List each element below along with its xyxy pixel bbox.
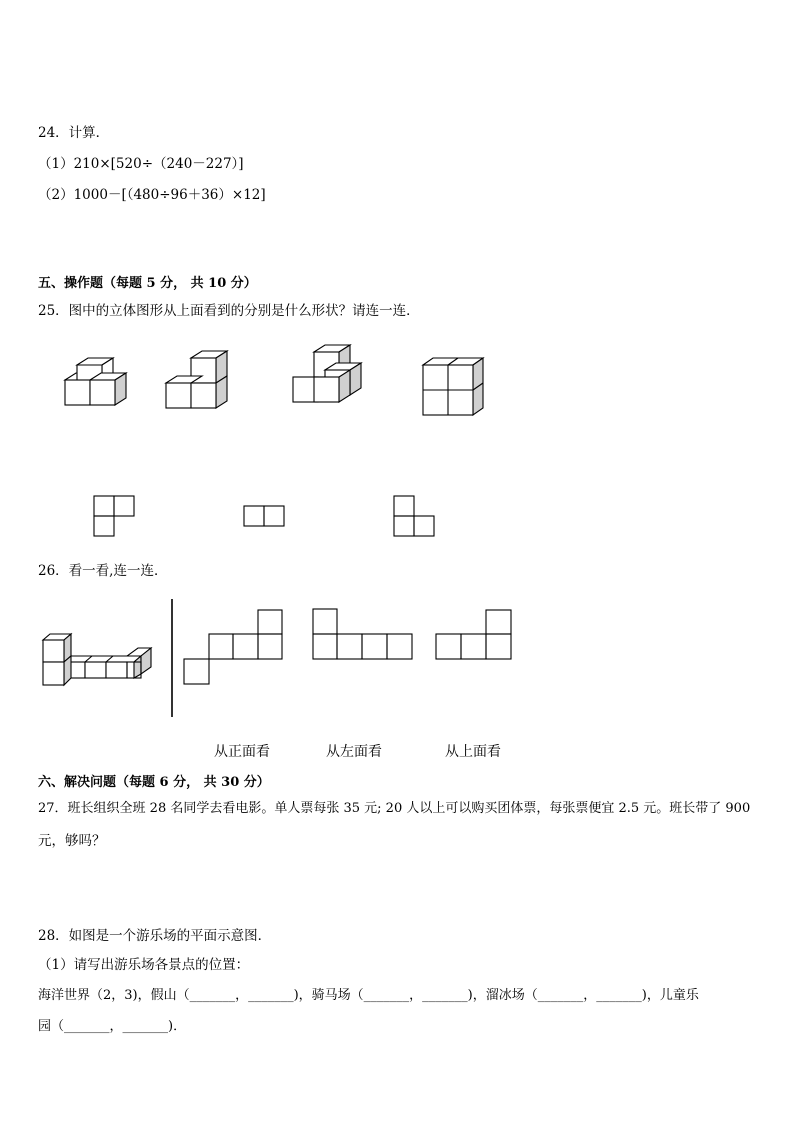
q24-part1: （1）210×[520÷（240－227）] bbox=[38, 156, 244, 172]
caption-top-view: 从上面看 bbox=[445, 744, 501, 760]
q26-figures bbox=[40, 597, 520, 722]
q25-solids bbox=[60, 340, 500, 425]
caption-left-view: 从左面看 bbox=[326, 744, 382, 760]
q25-title: 25．图中的立体图形从上面看到的分别是什么形状？请连一连． bbox=[38, 303, 420, 319]
view-1 bbox=[184, 610, 282, 684]
solid-b bbox=[166, 351, 227, 408]
q27-line2: 元，够吗？ bbox=[38, 833, 106, 849]
q26-title: 26．看一看,连一连． bbox=[38, 563, 168, 579]
q28-line2: 园（_______，_______)． bbox=[38, 1019, 187, 1034]
q28-line1: 海洋世界（2，3)，假山（_______，_______)，骑马场（_______，_______)，溜冰场（_______，_______)，儿童乐 bbox=[38, 988, 699, 1003]
q25-top-views bbox=[90, 495, 440, 540]
top-view-c bbox=[394, 496, 434, 536]
q27-line1: 27．班长组织全班 28 名同学去看电影。单人票每张 35 元; 20 人以上可以购买团体票，每张票便宜 2.5 元。班长带了 900 bbox=[38, 801, 751, 816]
top-view-a bbox=[94, 496, 134, 536]
caption-front-view: 从正面看 bbox=[214, 744, 270, 760]
top-view-b bbox=[244, 506, 284, 526]
q24-title: 24．计算． bbox=[38, 125, 110, 141]
view-3 bbox=[436, 610, 511, 659]
q28-subquestion-1: （1）请写出游乐场各景点的位置： bbox=[38, 957, 250, 973]
q28-title: 28．如图是一个游乐场的平面示意图． bbox=[38, 928, 272, 944]
section6-heading: 六、解决问题（每题 6 分， 共 30 分） bbox=[38, 775, 270, 790]
q26-solid bbox=[43, 634, 151, 685]
solid-c bbox=[293, 345, 361, 402]
solid-a bbox=[65, 358, 126, 405]
view-2 bbox=[313, 609, 412, 659]
section5-heading: 五、操作题（每题 5 分， 共 10 分） bbox=[38, 276, 257, 291]
q24-part2: （2）1000－[（480÷96＋36）×12] bbox=[38, 187, 266, 203]
solid-d bbox=[423, 358, 483, 415]
